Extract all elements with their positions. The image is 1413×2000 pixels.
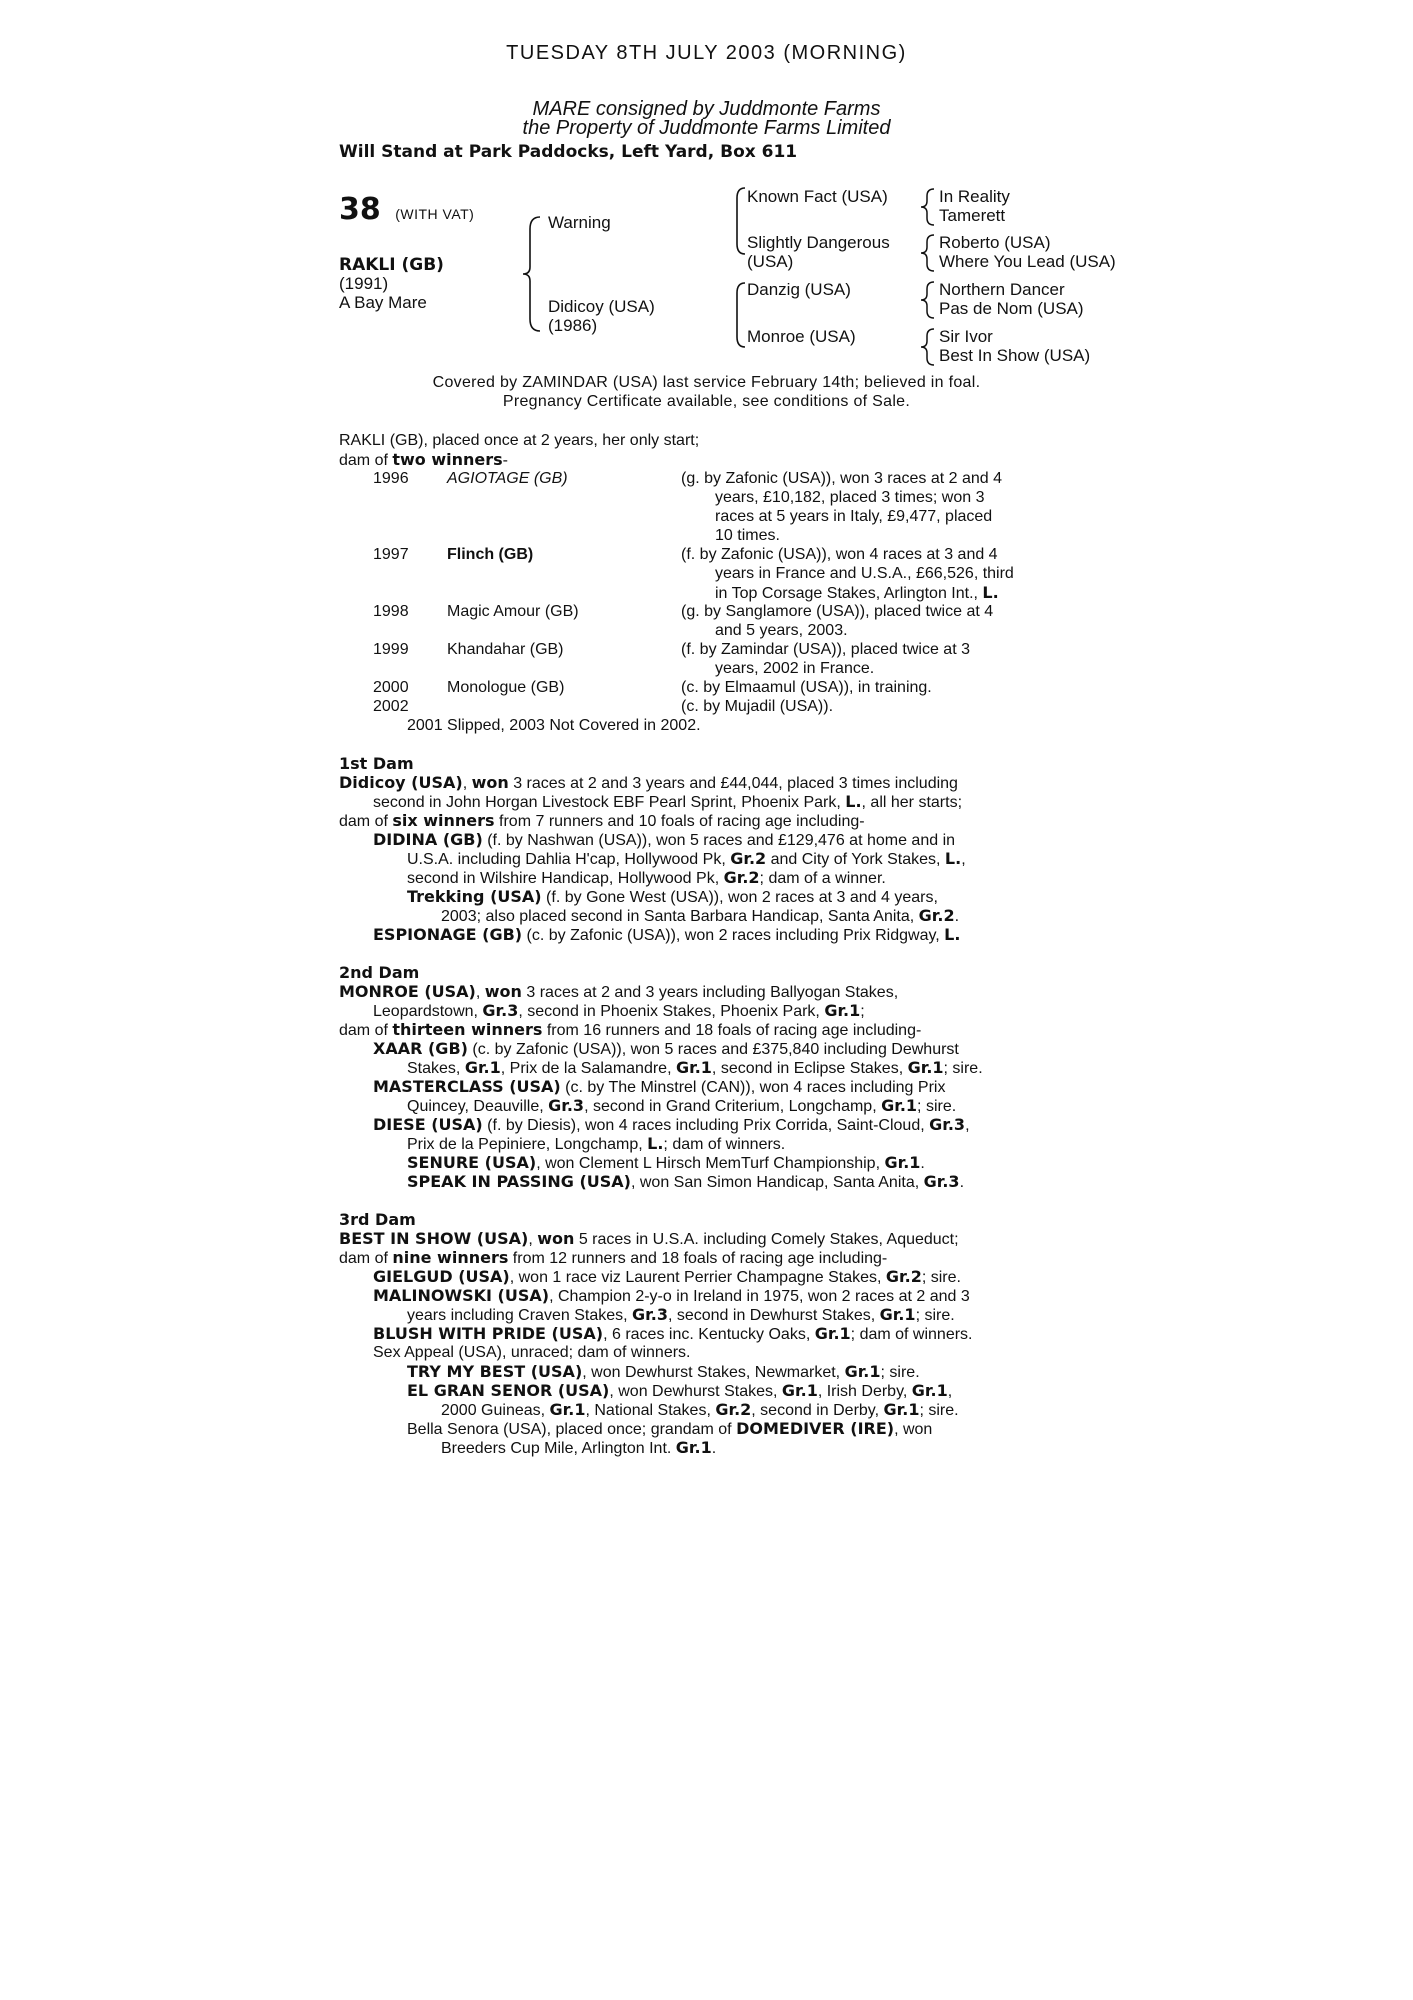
first-dam-line: U.S.A. including Dahlia H'cap, Hollywood Pk, Gr.2 and City of York Stakes, L., — [407, 849, 966, 868]
pedigree-brace-sd — [918, 233, 938, 273]
pedigree-brace-ss — [918, 187, 938, 227]
first-dam-line: DIDINA (GB) (f. by Nashwan (USA)), won 5 races and £129,476 at home and in — [373, 830, 956, 849]
pedigree-sdd: Where You Lead (USA) — [939, 252, 1116, 271]
pedigree-dds: Sir Ivor — [939, 327, 993, 346]
pedigree-ds: Danzig (USA) — [747, 280, 851, 299]
produce-year: 1999 — [373, 641, 409, 658]
produce-name: Khandahar (GB) — [447, 641, 564, 658]
pedigree-dsd: Pas de Nom (USA) — [939, 299, 1084, 318]
third-dam-line: GIELGUD (USA), won 1 race viz Laurent Perrier Champagne Stakes, Gr.2; sire. — [373, 1267, 961, 1286]
produce-year: 1996 — [373, 470, 409, 487]
produce-record: years, 2002 in France. — [715, 660, 875, 677]
lot-number: 38 — [339, 192, 381, 227]
pedigree-dam-year: (1986) — [548, 316, 598, 335]
pedigree-dss: Northern Dancer — [939, 280, 1065, 299]
third-dam-line: EL GRAN SENOR (USA), won Dewhurst Stakes, Gr.1, Irish Derby, Gr.1, — [407, 1381, 953, 1400]
produce-name: Flinch (GB) — [447, 546, 534, 563]
first-dam-line: 2003; also placed second in Santa Barbara Handicap, Santa Anita, Gr.2. — [441, 906, 960, 925]
pedigree-brace-main — [520, 215, 544, 333]
horse-name: RAKLI (GB) — [339, 255, 444, 275]
third-dam-line: BLUSH WITH PRIDE (USA), 6 races inc. Kentucky Oaks, Gr.1; dam of winners. — [373, 1324, 973, 1343]
pedigree-brace-dam — [729, 281, 749, 349]
pedigree-sire: Warning — [548, 213, 611, 232]
intro-line-2: dam of two winners- — [339, 450, 508, 469]
third-dam-line: Breeders Cup Mile, Arlington Int. Gr.1. — [441, 1438, 717, 1457]
second-dam-line: SPEAK IN PASSING (USA), won San Simon Handicap, Santa Anita, Gr.3. — [407, 1172, 965, 1191]
produce-record: (f. by Zafonic (USA)), won 4 races at 3 and 4 — [681, 546, 998, 563]
first-dam-line: Didicoy (USA), won 3 races at 2 and 3 years and £44,044, placed 3 times including — [339, 773, 958, 792]
third-dam-line: dam of nine winners from 12 runners and 18 foals of racing age including- — [339, 1248, 888, 1267]
produce-year: 2002 — [373, 698, 409, 715]
pedigree-sd-2: (USA) — [747, 252, 794, 271]
consignor-line-1: MARE consigned by Juddmonte Farms — [532, 98, 881, 120]
covered-line-2: Pregnancy Certificate available, see conditions of Sale. — [502, 393, 911, 410]
pedigree-brace-sire — [729, 186, 749, 256]
third-dam-line: TRY MY BEST (USA), won Dewhurst Stakes, Newmarket, Gr.1; sire. — [407, 1362, 920, 1381]
produce-record: and 5 years, 2003. — [715, 622, 848, 639]
pedigree-brace-ds — [918, 280, 938, 320]
produce-year: 2000 — [373, 679, 409, 696]
first-dam-line: second in Wilshire Handicap, Hollywood Pk, Gr.2; dam of a winner. — [407, 868, 886, 887]
second-dam-line: Leopardstown, Gr.3, second in Phoenix Stakes, Phoenix Park, Gr.1; — [373, 1001, 865, 1020]
consignor-line-2: the Property of Juddmonte Farms Limited — [522, 117, 891, 139]
pedigree-dd: Monroe (USA) — [747, 327, 856, 346]
produce-record: (g. by Zafonic (USA)), won 3 races at 2 and 4 — [681, 470, 1003, 487]
first-dam-line: Trekking (USA) (f. by Gone West (USA)), won 2 races at 3 and 4 years, — [407, 887, 938, 906]
pedigree-sds: Roberto (USA) — [939, 233, 1051, 252]
pedigree-sss: In Reality — [939, 187, 1010, 206]
third-dam-heading: 3rd Dam — [339, 1210, 416, 1229]
produce-record: (f. by Zamindar (USA)), placed twice at 3 — [681, 641, 970, 658]
produce-note: 2001 Slipped, 2003 Not Covered in 2002. — [407, 717, 701, 734]
produce-record: (c. by Elmaamul (USA)), in training. — [681, 679, 932, 696]
second-dam-line: Quincey, Deauville, Gr.3, second in Grand Criterium, Longchamp, Gr.1; sire. — [407, 1096, 957, 1115]
produce-record: in Top Corsage Stakes, Arlington Int., L. — [715, 583, 999, 602]
produce-year: 1997 — [373, 546, 409, 563]
second-dam-line: Prix de la Pepiniere, Longchamp, L.; dam of winners. — [407, 1134, 786, 1153]
third-dam-line: years including Craven Stakes, Gr.3, second in Dewhurst Stakes, Gr.1; sire. — [407, 1305, 955, 1324]
produce-record: years, £10,182, placed 3 times; won 3 — [715, 489, 985, 506]
third-dam-line: 2000 Guineas, Gr.1, National Stakes, Gr.2, second in Derby, Gr.1; sire. — [441, 1400, 959, 1419]
third-dam-line: MALINOWSKI (USA), Champion 2-y-o in Ireland in 1975, won 2 races at 2 and 3 — [373, 1286, 970, 1305]
second-dam-line: Stakes, Gr.1, Prix de la Salamandre, Gr.1, second in Eclipse Stakes, Gr.1; sire. — [407, 1058, 983, 1077]
third-dam-line: Sex Appeal (USA), unraced; dam of winners. — [373, 1344, 691, 1361]
stand-location: Will Stand at Park Paddocks, Left Yard, Box 611 — [339, 142, 798, 162]
produce-name: Magic Amour (GB) — [447, 603, 579, 620]
second-dam-line: MONROE (USA), won 3 races at 2 and 3 years including Ballyogan Stakes, — [339, 982, 899, 1001]
produce-year: 1998 — [373, 603, 409, 620]
second-dam-line: dam of thirteen winners from 16 runners and 18 foals of racing age including- — [339, 1020, 922, 1039]
pedigree-ss: Known Fact (USA) — [747, 187, 888, 206]
produce-record: races at 5 years in Italy, £9,477, placed — [715, 508, 993, 525]
pedigree-dam: Didicoy (USA) — [548, 297, 655, 316]
second-dam-line: MASTERCLASS (USA) (c. by The Minstrel (CAN)), won 4 races including Prix — [373, 1077, 946, 1096]
pedigree-ddd: Best In Show (USA) — [939, 346, 1091, 365]
pedigree-sd-1: Slightly Dangerous — [747, 233, 890, 252]
pedigree-ssd: Tamerett — [939, 206, 1006, 225]
second-dam-line: SENURE (USA), won Clement L Hirsch MemTurf Championship, Gr.1. — [407, 1153, 925, 1172]
first-dam-heading: 1st Dam — [339, 754, 414, 773]
produce-record: years in France and U.S.A., £66,526, third — [715, 565, 1014, 582]
first-dam-line: dam of six winners from 7 runners and 10 foals of racing age including- — [339, 811, 865, 830]
produce-record: 10 times. — [715, 527, 780, 544]
produce-name: AGIOTAGE (GB) — [447, 470, 568, 487]
intro-line-1: RAKLI (GB), placed once at 2 years, her only start; — [339, 432, 700, 449]
third-dam-line: Bella Senora (USA), placed once; grandam of DOMEDIVER (IRE), won — [407, 1419, 933, 1438]
second-dam-line: XAAR (GB) (c. by Zafonic (USA)), won 5 races and £375,840 including Dewhurst — [373, 1039, 959, 1058]
first-dam-line: second in John Horgan Livestock EBF Pearl Sprint, Phoenix Park, L., all her starts; — [373, 792, 963, 811]
second-dam-heading: 2nd Dam — [339, 963, 420, 982]
covered-line-1: Covered by ZAMINDAR (USA) last service February 14th; believed in foal. — [432, 374, 981, 391]
first-dam-line: ESPIONAGE (GB) (c. by Zafonic (USA)), won 2 races including Prix Ridgway, L. — [373, 925, 961, 944]
produce-record: (c. by Mujadil (USA)). — [681, 698, 834, 715]
third-dam-line: BEST IN SHOW (USA), won 5 races in U.S.A. including Comely Stakes, Aqueduct; — [339, 1229, 959, 1248]
pedigree-brace-dd — [918, 327, 938, 367]
second-dam-line: DIESE (USA) (f. by Diesis), won 4 races including Prix Corrida, Saint-Cloud, Gr.3, — [373, 1115, 970, 1134]
lot-header — [339, 192, 474, 227]
horse-description: A Bay Mare — [339, 293, 427, 312]
horse-year: (1991) — [339, 274, 389, 293]
produce-name: Monologue (GB) — [447, 679, 565, 696]
lot-vat-label: (WITH VAT) — [395, 206, 475, 222]
produce-record: (g. by Sanglamore (USA)), placed twice at 4 — [681, 603, 994, 620]
sale-date-header: TUESDAY 8TH JULY 2003 (MORNING) — [506, 42, 907, 64]
